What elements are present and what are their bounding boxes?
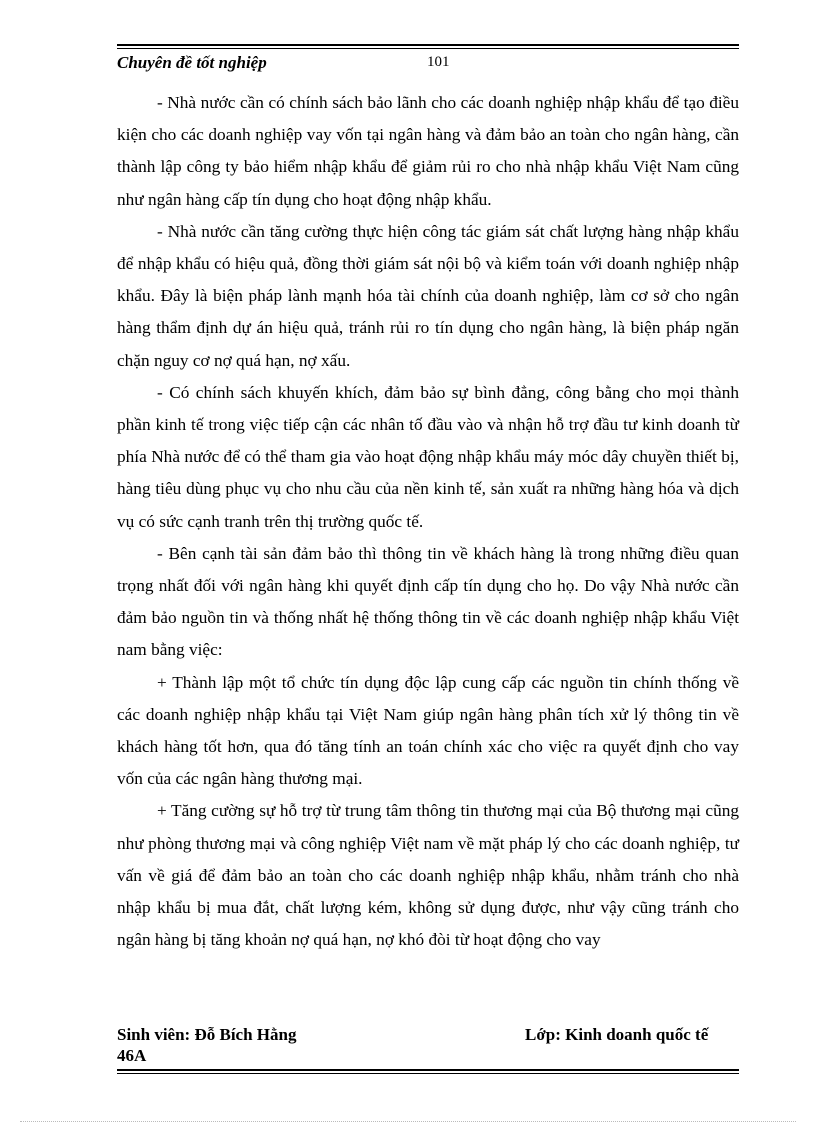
page-number: 101 (427, 54, 450, 70)
paragraph-trade-info-support: + Tăng cường sự hỗ trợ từ trung tâm thông tin thương mại của Bộ thương mại cũng như phòng thương mại và công nghiệp Việt nam về mặt pháp lý cho các doanh nghiệp, tư vấn về giá để đảm bảo an toàn cho các doanh nghiệp nhập khẩu, nhằm tránh cho nhà nhập khẩu bị mua đắt, chất lượng kém, không sử dụng được, như vậy cũng tránh cho ngân hàng bị tăng khoản nợ quá hạn, nợ khó đòi từ hoạt động cho vay (117, 801, 739, 950)
paragraph-quality-supervision: - Nhà nước cần tăng cường thực hiện công tác giám sát chất lượng hàng nhập khẩu để nhập khẩu có hiệu quả, đồng thời giám sát nội bộ và kiểm toán với doanh nghiệp nhập khẩu. Đây là biện pháp lành mạnh hóa tài chính của doanh nghiệp, làm cơ sở cho ngân hàng thẩm định dự án hiệu quả, tránh rủi ro tín dụng cho ngân hàng, là biện pháp ngăn chặn nguy cơ nợ quá hạn, nợ xấu. (117, 221, 739, 370)
student-name: Sinh viên: Đỗ Bích Hằng (117, 1025, 297, 1044)
footer-class: Lớp: Kinh doanh quốc tế (525, 1025, 709, 1044)
paragraph-credit-organization: + Thành lập một tổ chức tín dụng độc lập cung cấp các nguồn tin chính thống về các doanh nghiệp nhập khẩu tại Việt Nam giúp ngân hàng phân tích xử lý thông tin về khách hàng tốt hơn, qua đó tăng tính an toán chính xác cho việc ra quyết định cho vay vốn của các ngân hàng thương mại. (117, 672, 739, 789)
paragraph-guarantee-policy: - Nhà nước cần có chính sách bảo lãnh cho các doanh nghiệp nhập khẩu để tạo điều kiện cho các doanh nghiệp vay vốn tại ngân hàng và đảm bảo an toàn cho ngân hàng, cần thành lập công ty bảo hiểm nhập khẩu để giảm rủi ro cho nhà nhập khẩu Việt Nam cũng như ngân hàng cấp tín dụng cho hoạt động nhập khẩu. (117, 93, 739, 209)
footer-rule (117, 1069, 739, 1074)
class-code: 46A (117, 1046, 147, 1065)
header-title: Chuyên đề tốt nghiệp (117, 53, 267, 72)
footer-student (117, 1024, 297, 1066)
document-body (117, 87, 739, 956)
page-edge-divider (20, 1121, 796, 1122)
paragraph-equal-incentives: - Có chính sách khuyến khích, đảm bảo sự bình đẳng, công bằng cho mọi thành phần kinh tế trong việc tiếp cận các nhân tố đầu vào và nhận hỗ trợ đầu tư kinh doanh từ phía Nhà nước để có thể tham gia vào hoạt động nhập khẩu máy móc dây chuyền thiết bị, hàng tiêu dùng phục vụ cho nhu cầu của nền kinh tế, sản xuất ra những hàng hóa và dịch vụ có sức cạnh tranh trên thị trường quốc tế. (117, 382, 739, 531)
header-rule (117, 44, 739, 49)
paragraph-customer-information: - Bên cạnh tài sản đảm bảo thì thông tin về khách hàng là trong những điều quan trọng nhất đối với ngân hàng khi quyết định cấp tín dụng cho họ. Do vậy Nhà nước cần đảm bảo nguồn tin và thống nhất hệ thống thông tin về các doanh nghiệp nhập khẩu Việt nam bằng việc: (117, 543, 739, 660)
